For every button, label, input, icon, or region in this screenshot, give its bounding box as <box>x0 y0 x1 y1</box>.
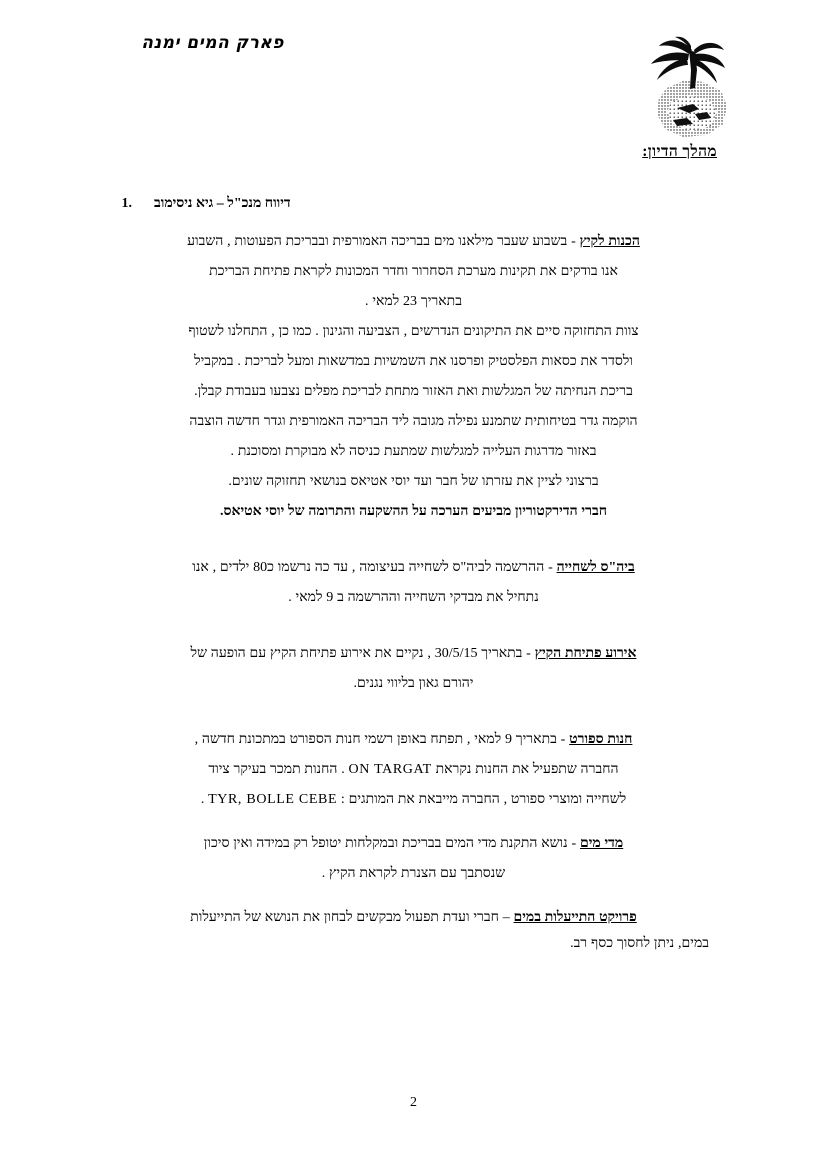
paragraph-maintenance-line6: ברצוני לציין את עזרתו של חבר ועד יוסי אטיאס בנושאי תחזוקה שונים. <box>228 473 599 489</box>
list-item-ceo-report <box>118 196 709 213</box>
water-efficiency-line1-rest: – חברי ועדת תפעול מבקשים לבחון את הנושא של התייעלות <box>190 909 514 925</box>
sport-shop-line3-a: לשחייה ומוצרי ספורט , החברה מייבאת את המותגים : <box>337 791 627 807</box>
brand-list: TYR, BOLLE CEBE <box>208 791 338 807</box>
paragraph-summer-event-line2: יהורם גאון בליווי נגנים. <box>353 675 474 691</box>
page-title: מהלך הדיון: <box>642 143 717 160</box>
paragraph-summer-prep-line1 <box>118 227 709 257</box>
lead-summer-event: אירוע פתיחת הקיץ <box>534 645 637 661</box>
paragraph-water-efficiency-line2: במים, ניתן לחסוך כסף רב. <box>570 935 709 951</box>
paragraph-maintenance-line1: צוות התחזוקה סיים את התיקונים הנדרשים , הצביעה והגינון . כמו כן , התחלנו לשטוף <box>188 323 639 339</box>
paragraph-maintenance-line5: באזור מדרגות העלייה למגלשות שמתעת כניסה לא מבוקרת ומסוכנת . <box>230 443 597 459</box>
lead-summer-prep: הכנות לקיץ <box>579 233 640 249</box>
paragraph-summer-event-line1 <box>118 639 709 669</box>
brand-on-targat: ON TARGAT <box>348 761 432 777</box>
summer-prep-line1-rest: - בשבוע שעבר מילאנו מים בבריכה האמורפית ובבריכת הפעוטות , השבוע <box>187 233 580 249</box>
paragraph-water-meters-line2: שנסתבך עם הצנרת לקראת הקיץ . <box>321 865 506 881</box>
document-body <box>118 196 709 955</box>
water-meters-line1-rest: - נושא התקנת מדי המים בבריכת ובמקלחות יטופל רק במידה ואין סיכון <box>203 835 580 851</box>
paragraph-swim-school-line1 <box>118 553 709 583</box>
lead-swim-school: ביה"ס לשחייה <box>556 559 635 575</box>
paragraph-swim-school-line2: נתחיל את מבדקי השחייה וההרשמה ב 9 למאי . <box>288 589 539 605</box>
palm-tree-and-rock-emblem-icon <box>637 36 737 146</box>
lead-water-meters: מדי מים <box>579 835 624 851</box>
paragraph-maintenance-line2: ולסדר את כסאות הפלסטיק ופרסנו את השמשיות במדשאות ומעל לבריכת . במקביל <box>194 353 633 369</box>
paragraph-sport-shop-line1 <box>118 725 709 755</box>
paragraph-water-meters-line1 <box>118 829 709 859</box>
paragraph-sport-shop-line3 <box>118 785 709 815</box>
organization-name: פארק המים ימנה <box>141 33 284 53</box>
list-item-number: 1. <box>121 196 132 211</box>
sport-shop-line3-b: . <box>200 791 209 807</box>
list-item-heading: דיווח מנכ"ל – גיא ניסימוב <box>154 196 291 211</box>
page-number: 2 <box>410 1095 417 1110</box>
sport-shop-line2-b: . החנות תמכר בעיקר ציוד <box>208 761 349 777</box>
paragraph-board-appreciation: חברי הדירקטוריון מביעים הערכה על ההשקעה והתרומה של יוסי אטיאס. <box>220 503 607 519</box>
paragraph-water-efficiency-line1 <box>118 903 709 933</box>
swim-school-line1-rest: - ההרשמה לביה"ס לשחייה בעיצומה , עד כה נרשמו כ80 ילדים , אנו <box>192 559 557 575</box>
sport-shop-line1-rest: - בתאריך 9 למאי , תפתח באופן רשמי חנות הספורט במתכונת חדשה , <box>194 731 570 747</box>
lead-water-efficiency: פרויקט התייעלות במים <box>513 909 637 925</box>
sport-shop-line2-a: החברה שתפעיל את החנות נקראת <box>431 761 619 777</box>
paragraph-summer-prep-line2: אנו בודקים את תקינות מערכת הסחרור וחדר המכונות לקראת פתיחת הבריכת <box>209 263 618 279</box>
letterhead-logo <box>100 34 300 53</box>
paragraph-maintenance-line4: הוקמה גדר בטיחותית שתמנע נפילה מגובה ליד הבריכה האמורפית וגדר חדשה הוצבה <box>189 413 638 429</box>
paragraph-sport-shop-line2 <box>118 755 709 785</box>
paragraph-maintenance-line3: בריכת הנחיתה של המגלשות ואת האזור מתחת לבריכת מפלים נצבעו בעבודת קבלן. <box>194 383 633 399</box>
paragraph-summer-prep-line3: בתאריך 23 למאי . <box>365 293 462 309</box>
lead-sport-shop: חנות ספורט <box>569 731 633 747</box>
summer-event-line1-rest: - בתאריך 30/5/15 , נקיים את אירוע פתיחת הקיץ עם הופעה של <box>190 645 535 661</box>
